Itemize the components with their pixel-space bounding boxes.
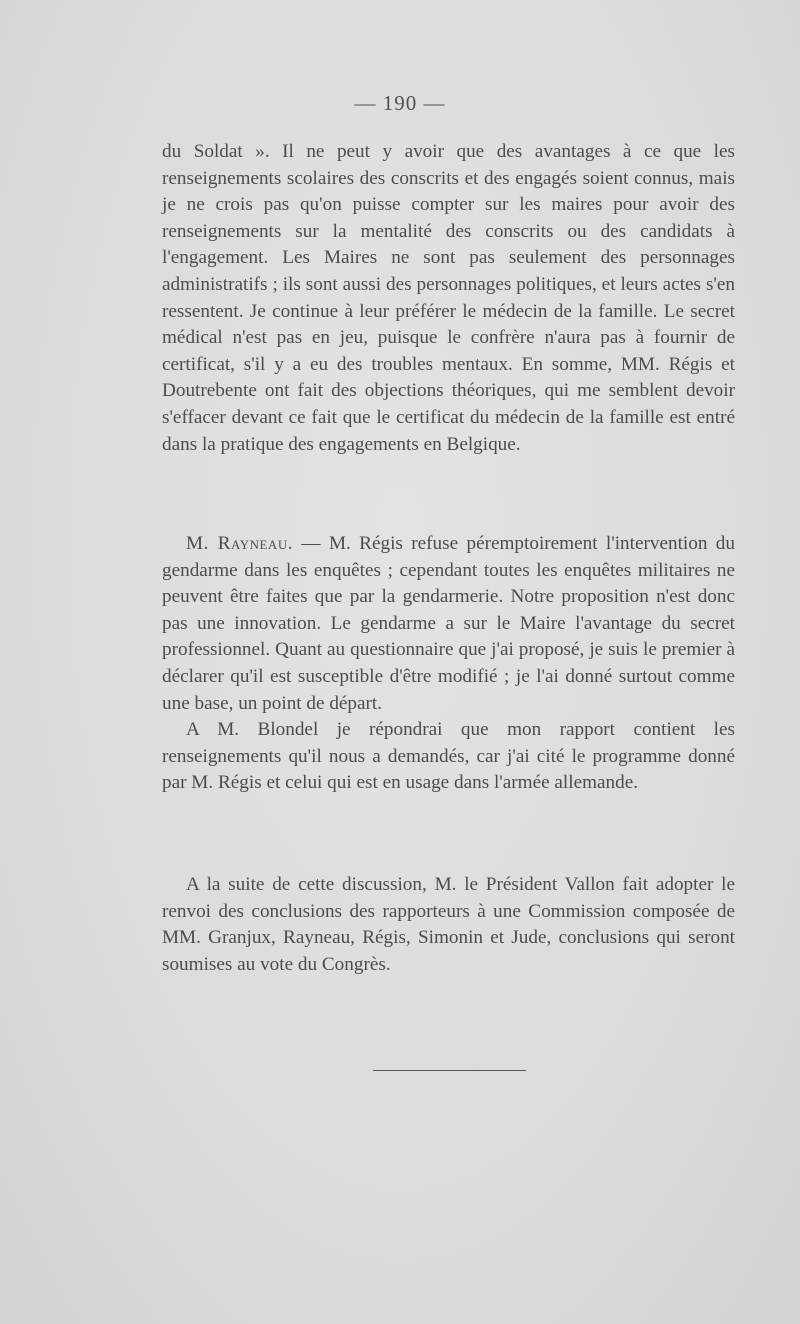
text-block-rayneau (162, 531, 735, 797)
paragraph-rayneau (162, 531, 735, 717)
speaker-text: — M. Régis refuse péremptoirement l'intervention du gendarme dans les enquêtes ; cependant toutes les enquêtes militaires ne peuvent être faites que par la gendarmerie. Notre proposition n'est donc pas une innovation. Le gendarme a sur le Maire l'avantage du secret professionnel. Quant au questionnaire que j'ai proposé, je suis le premier à déclarer qu'il est susceptible d'être modifié ; je l'ai donné surtout comme une base, un point de départ. (162, 533, 735, 714)
page-number: — 190 — (354, 91, 446, 115)
text-block-top (162, 139, 735, 458)
section-end-rule (373, 1070, 526, 1071)
paragraph-continuation: du Soldat ». Il ne peut y avoir que des avantages à ce que les renseignements scolaires des conscrits et des engagés soient connus, mais je ne crois pas qu'on puisse compter sur les maires pour avoir des renseignements sur la mentalité des conscrits ou des candidats à l'engagement. Les Maires ne sont pas seulement des personnages administratifs ; ils sont aussi des personnages politiques, et leurs actes s'en ressentent. Je continue à leur préférer le médecin de la famille. Le secret médical n'est pas en jeu, puisque le confrère n'aura pas à fournir de certificat, s'il y a eu des troubles mentaux. En somme, MM. Régis et Doutrebente ont fait des objections théoriques, qui me semblent devoir s'effacer devant ce fait que le certificat du médecin de la famille est entré dans la pratique des engagements en Belgique. (162, 141, 735, 455)
paragraph-blondel-reply: A M. Blondel je répondrai que mon rapport contient les renseignements qu'il nous a demandés, car j'ai cité le programme donné par M. Régis et celui qui est en usage dans l'armée allemande. (162, 719, 735, 794)
text-block-conclusion (162, 872, 735, 978)
paragraph-conclusion: A la suite de cette discussion, M. le Président Vallon fait adopter le renvoi des conclusions des rapporteurs à une Commission composée de MM. Granjux, Rayneau, Régis, Simonin et Jude, conclusions qui seront soumises au vote du Congrès. (162, 874, 735, 975)
speaker-name: M. Rayneau. (186, 533, 294, 554)
